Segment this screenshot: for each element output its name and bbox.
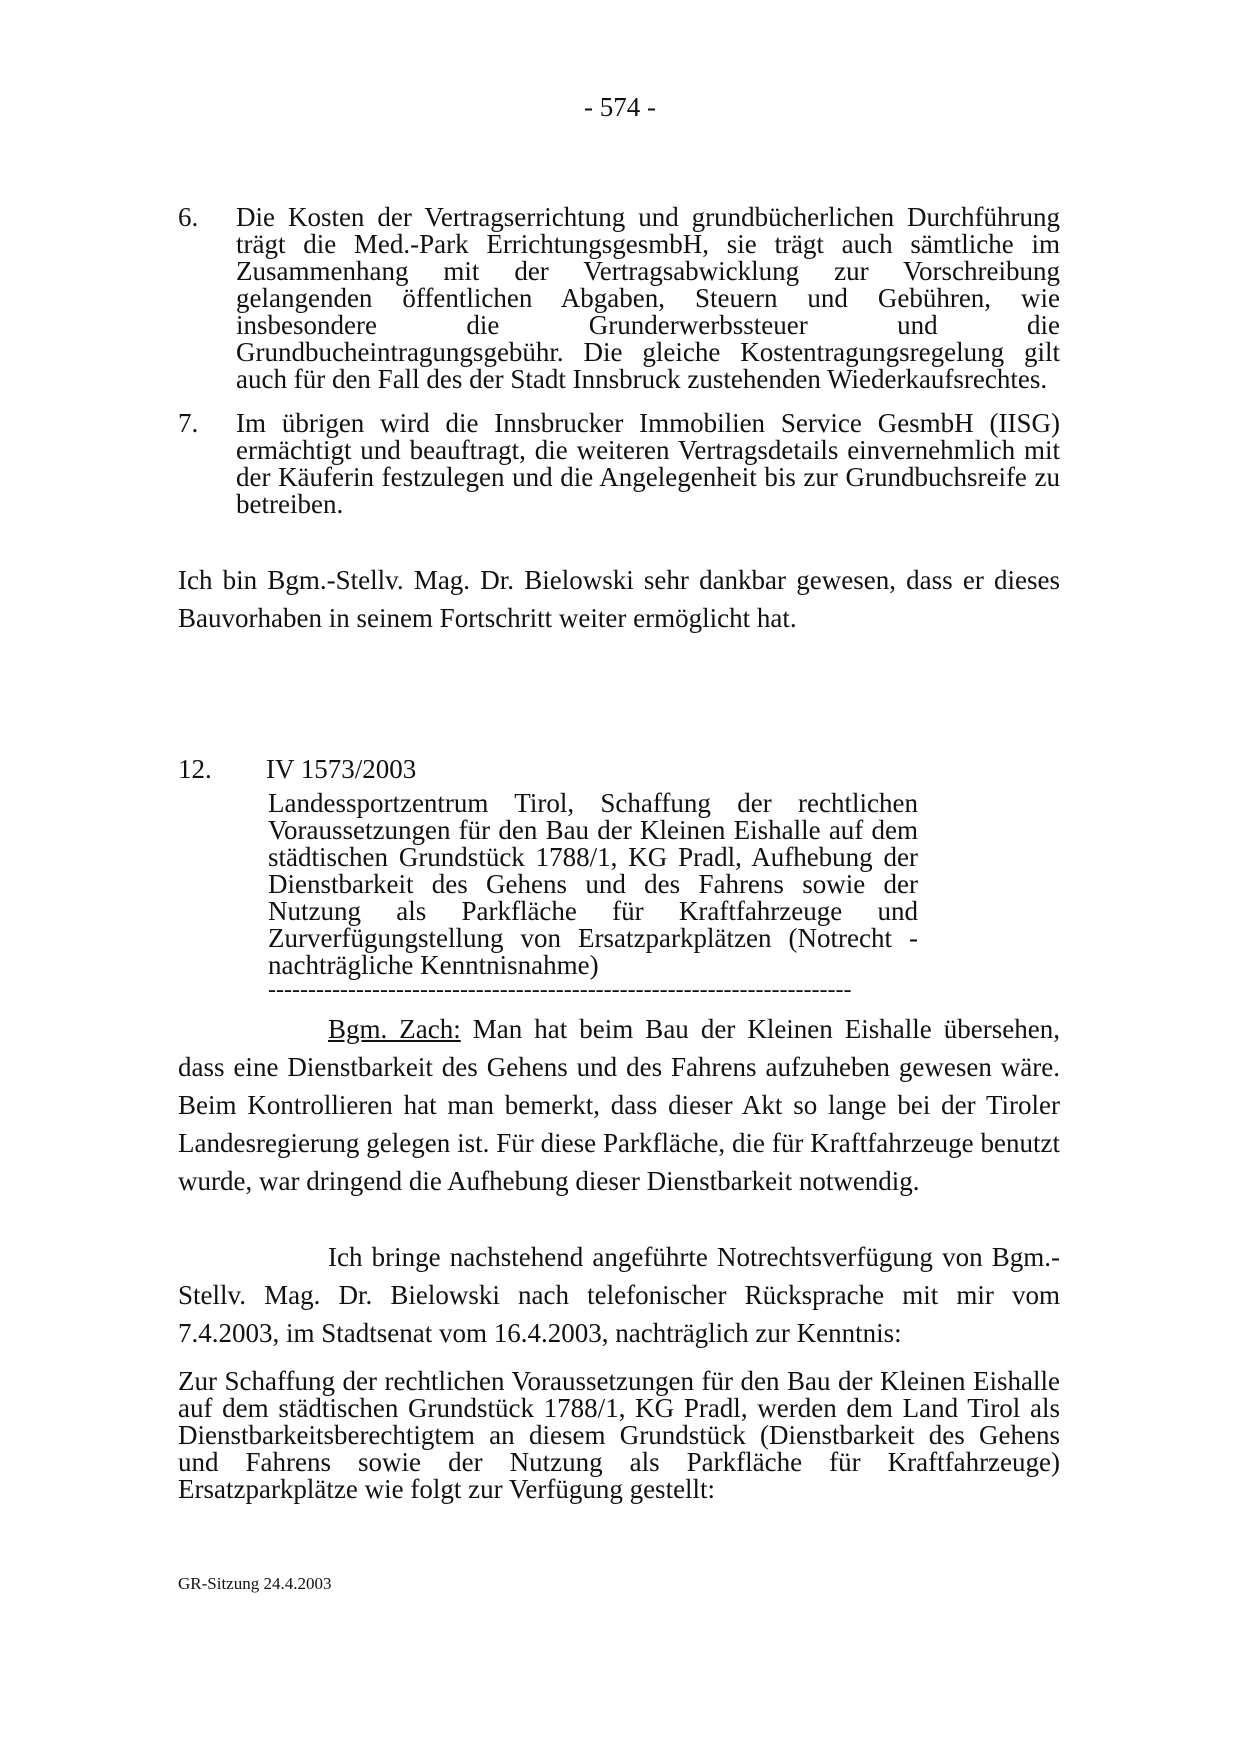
closing-paragraph: Ich bin Bgm.-Stellv. Mag. Dr. Bielowski sehr dankbar gewesen, dass er dieses Bauvorhaben in seinem Fortschritt weiter ermöglicht hat. — [178, 565, 1060, 633]
decision-text: Zur Schaffung der rechtlichen Voraussetzungen für den Bau der Kleinen Eishalle auf dem städtischen Grundstück 1788/1, KG Pradl, werden dem Land Tirol als Dienstbarkeitsberechtigtem an diesem Grundstück (Dienstbarkeit des Gehens und Fahrens sowie der Nutzung als Parkfläche für Kraftfahrzeuge) Ersatzparkplätze wie folgt zur Verfügung gestellt: — [178, 1366, 1060, 1504]
speech-paragraph-2 — [178, 1238, 1060, 1352]
agenda-id: IV 1573/2003 — [266, 754, 417, 784]
speech-text: Man hat beim Bau der Kleinen Eishalle übersehen, dass eine Dienstbarkeit des Gehens und des Fahrens aufzuheben gewesen wäre. Beim Kontrollieren hat man bemerkt, dass dieser Akt so lange bei der Tiroler Landesregierung gelegen ist. Für diese Parkfläche, die für Kraftfahrzeuge benutzt wurde, war dringend die Aufhebung dieser Dienstbarkeit notwendig. — [178, 1014, 1060, 1196]
speaker-name: Bgm. Zach: — [328, 1014, 461, 1044]
list-item-6 — [178, 204, 1060, 393]
list-item-text: Die Kosten der Vertragserrichtung und grundbücherlichen Durchführung trägt die Med.-Park ErrichtungsgesmbH, sie trägt auch sämtliche im Zusammenhang mit der Vertragsabwicklung zur Vorschreibung gelangenden öffentlichen Abgaben, Steuern und Gebühren, wie insbesondere die Grunderwerbssteuer und die Grundbucheintragungsgebühr. Die gleiche Kostentragungsregelung gilt auch für den Fall des der Stadt Innsbruck zustehenden Wiederkaufsrechtes. — [236, 202, 1060, 394]
agenda-number: 12. — [178, 754, 212, 784]
speech-paragraph — [178, 1010, 1060, 1200]
speech-text-2: Ich bringe nachstehend angeführte Notrechtsverfügung von Bgm.-Stellv. Mag. Dr. Bielowski nach telefonischer Rücksprache mit mir vom 7.4.2003, im Stadtsenat vom 16.4.2003, nachträglich zur Kenntnis: — [178, 1242, 1060, 1348]
list-item-7 — [178, 410, 1060, 518]
agenda-title: Landessportzentrum Tirol, Schaffung der rechtlichen Voraussetzungen für den Bau der Kleinen Eishalle auf dem städtischen Grundstück 1788/1, KG Pradl, Aufhebung der Dienstbarkeit des Gehens und des Fahrens sowie der Nutzung als Parkfläche für Kraftfahrzeuge und Zurverfügungstellung von Ersatzparkplätzen (Notrecht - nachträgliche Kenntnisnahme) — [268, 788, 918, 980]
separator-line: ------------------------------------------------------------------------- — [268, 978, 852, 1002]
list-item-number: 7. — [178, 408, 199, 438]
list-item-number: 6. — [178, 202, 199, 232]
footer: GR-Sitzung 24.4.2003 — [178, 1574, 332, 1593]
page-number: - 574 - — [584, 92, 656, 122]
list-item-text: Im übrigen wird die Innsbrucker Immobilien Service GesmbH (IISG) ermächtigt und beauftragt, die weiteren Vertragsdetails einvernehmlich mit der Käuferin festzulegen und die Angelegenheit bis zur Grundbuchsreife zu betreiben. — [236, 408, 1060, 519]
